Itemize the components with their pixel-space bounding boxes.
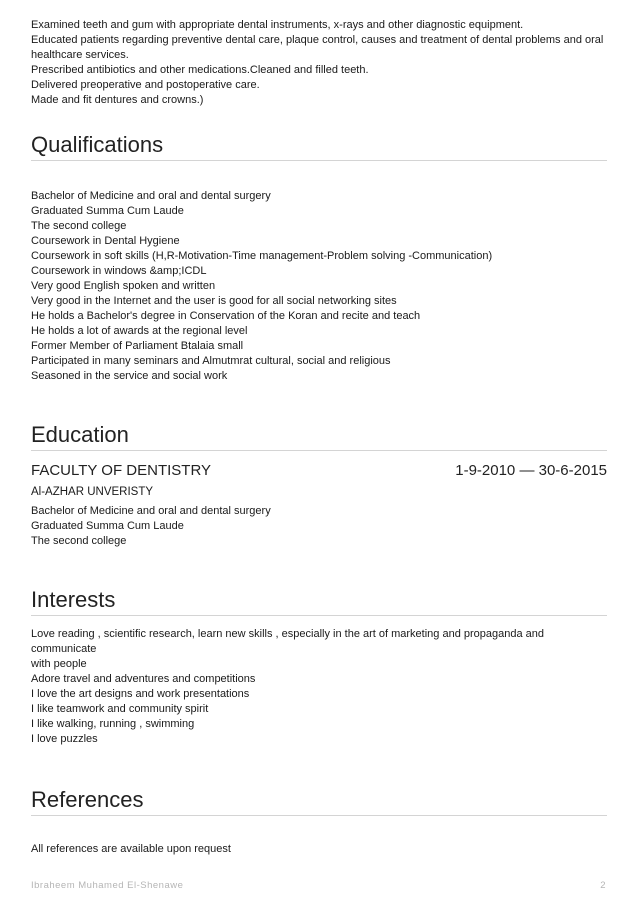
qualification-item: Very good in the Internet and the user is good for all social networking sites: [31, 295, 397, 307]
education-detail: Bachelor of Medicine and oral and dental surgery: [31, 505, 271, 517]
qualifications-heading: Qualifications: [31, 132, 607, 161]
interest-item: Love reading , scientific research, learn new skills , especially in the art of marketing and propaganda and communicate: [31, 628, 545, 655]
interest-item: I love puzzles: [31, 733, 98, 745]
experience-line: Prescribed antibiotics and other medications.Cleaned and filled teeth.: [31, 64, 369, 76]
qualification-item: The second college: [31, 220, 127, 232]
education-details: [31, 504, 607, 549]
experience-line: Made and fit dentures and crowns.): [31, 94, 204, 106]
qualification-item: He holds a Bachelor's degree in Conservation of the Koran and recite and teach: [31, 310, 421, 322]
interest-item: Adore travel and adventures and competitions: [31, 673, 256, 685]
qualification-item: Coursework in soft skills (H,R-Motivation-Time management-Problem solving -Communication): [31, 250, 493, 262]
qualification-item: Very good English spoken and written: [31, 280, 216, 292]
education-university: Al-AZHAR UNVERISTY: [31, 486, 154, 498]
interests-section: [31, 587, 607, 747]
education-school: FACULTY OF DENTISTRY: [31, 462, 212, 479]
experience-continuation: [31, 18, 607, 108]
education-section: [31, 422, 607, 549]
experience-line: Delivered preoperative and postoperative care.: [31, 79, 260, 91]
footer-name: Ibraheem Muhamed El-Shenawe: [31, 880, 184, 891]
interests-list: [31, 627, 607, 747]
references-text: All references are available upon request: [31, 843, 231, 855]
resume-page: [31, 0, 607, 857]
experience-line: Educated patients regarding preventive dental care, plaque control, causes and treatment of dental problems and oral: [31, 34, 604, 46]
qualification-item: Coursework in Dental Hygiene: [31, 235, 180, 247]
qualification-item: Former Member of Parliament Btalaia small: [31, 340, 244, 352]
qualification-item: Seasoned in the service and social work: [31, 370, 228, 382]
page-footer: [31, 880, 606, 891]
interest-item: I like teamwork and community spirit: [31, 703, 209, 715]
interest-item: with people: [31, 658, 87, 670]
qualification-item: Bachelor of Medicine and oral and dental surgery: [31, 190, 271, 202]
qualification-item: He holds a lot of awards at the regional level: [31, 325, 248, 337]
references-heading: References: [31, 787, 607, 816]
interests-heading: Interests: [31, 587, 607, 616]
qualification-item: Participated in many seminars and Almutmrat cultural, social and religious: [31, 355, 391, 367]
experience-line: Examined teeth and gum with appropriate dental instruments, x-rays and other diagnostic equipment.: [31, 19, 524, 31]
education-dates: 1-9-2010 — 30-6-2015: [455, 462, 607, 479]
education-detail: The second college: [31, 535, 127, 547]
qualifications-list: [31, 189, 607, 384]
experience-line: healthcare services.: [31, 49, 129, 61]
footer-page-number: 2: [600, 880, 606, 891]
qualification-item: Coursework in windows &amp;ICDL: [31, 265, 207, 277]
references-section: [31, 787, 607, 857]
education-detail: Graduated Summa Cum Laude: [31, 520, 184, 532]
interest-item: I love the art designs and work presentations: [31, 688, 250, 700]
education-entry-header: [31, 462, 607, 480]
qualification-item: Graduated Summa Cum Laude: [31, 205, 184, 217]
interest-item: I like walking, running , swimming: [31, 718, 195, 730]
qualifications-section: [31, 132, 607, 384]
education-heading: Education: [31, 422, 607, 451]
